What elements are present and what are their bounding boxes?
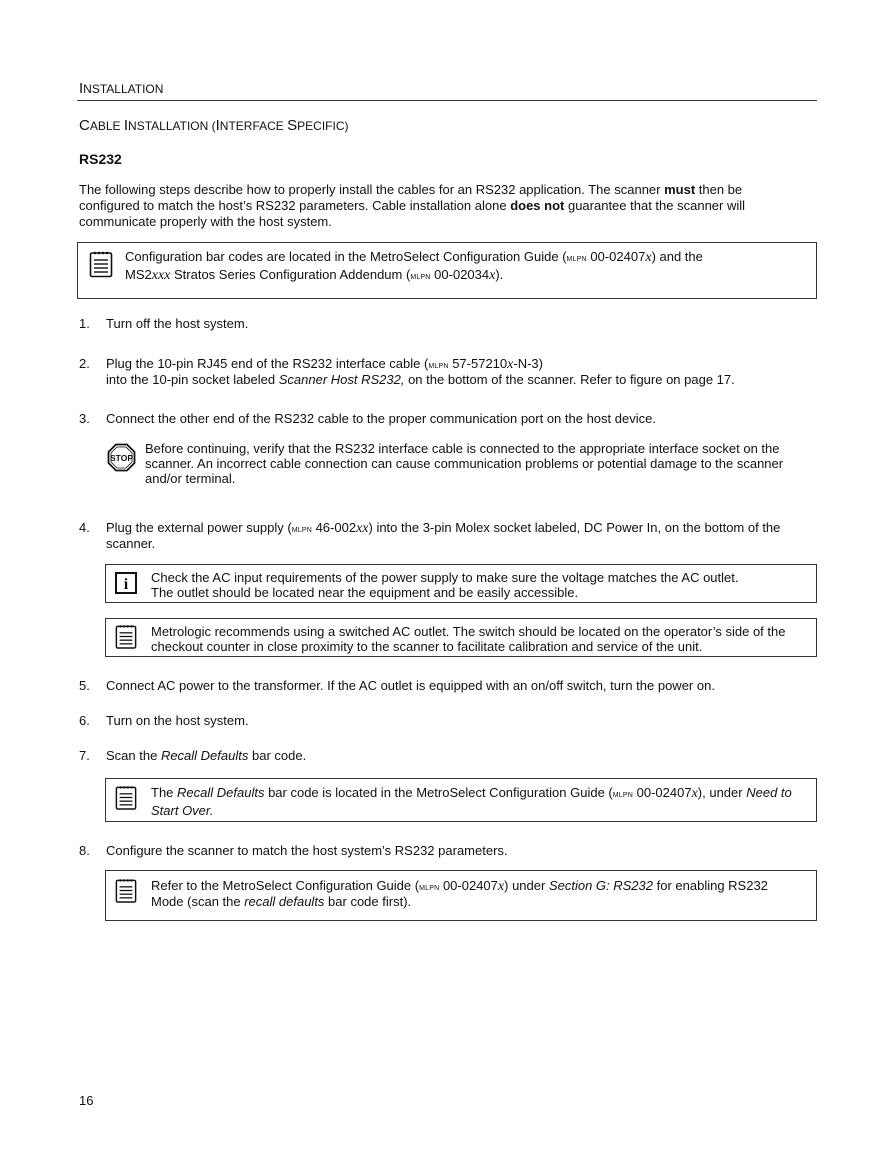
nf-x: x <box>497 879 505 894</box>
s7b: bar code. <box>248 748 307 763</box>
note-info-line-1: Check the AC input requirements of the power supply to make sure the voltage matches the AC outlet. <box>151 570 739 585</box>
notepad-icon <box>115 623 137 650</box>
nr-a: The <box>151 785 178 800</box>
stop-note-line-3: and/or terminal. <box>145 471 236 486</box>
note-info-box <box>105 564 817 603</box>
note-config-line-2 <box>125 267 503 285</box>
nr-mlpn: mlpn <box>612 789 634 800</box>
step-4-number: 4. <box>79 520 90 535</box>
s4-mlpn: mlpn <box>291 524 312 535</box>
s2-x: x <box>507 357 514 372</box>
sub-nterface: NTERFACE <box>219 119 288 133</box>
sub-pecific: PECIFIC) <box>297 119 349 133</box>
header-rest: NSTALLATION <box>83 82 164 96</box>
note-switch-line-2: checkout counter in close proximity to the scanner to facilitate calibration and service of the unit. <box>151 639 703 654</box>
nc1b: 00-02407 <box>586 249 646 264</box>
s2a: Plug the 10-pin RJ45 end of the RS232 interface cable ( <box>106 356 429 371</box>
info-icon <box>115 572 137 594</box>
nf-d: for enabling RS232 <box>653 878 768 893</box>
s2e: on the bottom of the scanner. Refer to figure on page 17. <box>404 372 735 387</box>
step-1-text: Turn off the host system. <box>106 316 249 331</box>
nc2-xxx: xxx <box>151 268 171 283</box>
step-8-number: 8. <box>79 843 90 858</box>
nc1-x: x <box>645 250 652 265</box>
step-8-text: Configure the scanner to match the host system’s RS232 parameters. <box>106 843 508 858</box>
nf-l2b: bar code first). <box>324 894 412 909</box>
s2c: -N-3) <box>513 356 543 371</box>
step-2-line-2 <box>106 372 735 388</box>
intro-must: must <box>664 182 696 197</box>
step-3-text: Connect the other end of the RS232 cable to the proper communication port on the host device. <box>106 411 656 426</box>
step-7-text <box>106 748 306 764</box>
s2d: into the 10-pin socket labeled <box>106 372 279 387</box>
nc1c: ) and the <box>651 249 703 264</box>
nr-x: x <box>691 786 698 801</box>
note-refer-box <box>105 870 817 921</box>
stop-note-line-2: scanner. An incorrect cable connection can cause communication problems or potential damage to the scanner <box>145 456 784 471</box>
step-3-number: 3. <box>79 411 90 426</box>
page-header <box>79 81 163 97</box>
stop-icon-label: STOP <box>110 453 133 463</box>
sub-i2: I <box>215 117 220 134</box>
nf-a: Refer to the MetroSelect Configuration Guide ( <box>151 878 420 893</box>
note-recall-line-2 <box>151 803 213 819</box>
note-info-line-2: The outlet should be located near the equipment and be easily accessible. <box>151 585 579 600</box>
note-config-box <box>77 242 817 299</box>
page-number: 16 <box>79 1093 94 1108</box>
nr-c: 00-02407 <box>633 785 692 800</box>
s2-mlpn: mlpn <box>428 360 449 371</box>
note-recall-line-1 <box>151 785 792 803</box>
header-rule <box>77 100 817 101</box>
note-switch-box <box>105 618 817 657</box>
s4b: 46-002 <box>311 520 357 535</box>
sub-able: ABLE <box>89 119 124 133</box>
s4c: ) into the 3-pin Molex socket labeled, DC Power In, on the bottom of the <box>368 520 781 535</box>
step-5-text: Connect AC power to the transformer. If the AC outlet is equipped with an on/off switch, turn the power on. <box>106 678 715 693</box>
s7a: Scan the <box>106 748 161 763</box>
nc2c: 00-02034 <box>430 267 490 282</box>
intro-does-not: does not <box>510 198 565 213</box>
subheader <box>79 118 349 134</box>
note-switch-line-1: Metrologic recommends using a switched AC outlet. The switch should be located on the operator’s side of the <box>151 624 786 639</box>
nc2a: MS2 <box>125 267 152 282</box>
step-1-number: 1. <box>79 316 90 331</box>
notepad-icon <box>115 784 137 811</box>
nf-c: ) under <box>504 878 549 893</box>
s2b: 57-57210 <box>448 356 508 371</box>
section-title: RS232 <box>79 151 122 167</box>
notepad-icon <box>89 250 113 278</box>
sub-nstallation: NSTALLATION ( <box>128 119 216 133</box>
stop-note-line-1: Before continuing, verify that the RS232 interface cable is connected to the appropriate interface socket on the <box>145 441 780 456</box>
s4a: Plug the external power supply ( <box>106 520 292 535</box>
info-icon-label: i <box>123 576 129 593</box>
sub-c: C <box>79 117 90 134</box>
sub-i: I <box>123 117 129 134</box>
nr-i1: Recall Defaults <box>177 785 265 800</box>
intro-text-3: guarantee that the scanner will communicate properly with the host system. <box>79 198 746 229</box>
step-6-number: 6. <box>79 713 90 728</box>
nf-b: 00-02407 <box>439 878 498 893</box>
intro-paragraph <box>79 182 769 230</box>
note-recall-box <box>105 778 817 822</box>
nr-l2: Start Over. <box>151 803 214 818</box>
nr-i2: Need to <box>746 785 792 800</box>
nr-d: ), under <box>697 785 747 800</box>
stop-icon <box>107 443 136 472</box>
nr-b: bar code is located in the MetroSelect Configuration Guide ( <box>264 785 613 800</box>
intro-text-1: The following steps describe how to properly install the cables for an RS232 application. The scanner <box>79 182 665 197</box>
nf-l2a: Mode (scan the <box>151 894 245 909</box>
step-2-number: 2. <box>79 356 90 371</box>
step-4-line-1 <box>106 520 780 538</box>
nf-mlpn: mlpn <box>419 882 440 893</box>
sub-s: S <box>287 117 298 134</box>
nc1a: Configuration bar codes are located in the MetroSelect Configuration Guide ( <box>125 249 567 264</box>
notepad-icon <box>115 877 137 904</box>
step-7-number: 7. <box>79 748 90 763</box>
nc2b: Stratos Series Configuration Addendum ( <box>170 267 411 282</box>
nc2-mlpn: mlpn <box>410 271 431 282</box>
nc2d: ). <box>495 267 504 282</box>
step-5-number: 5. <box>79 678 90 693</box>
header-initial: I <box>79 80 84 97</box>
note-config-line-1 <box>125 249 703 267</box>
nf-l2i: recall defaults <box>244 894 325 909</box>
s4-xx: xx <box>356 521 369 536</box>
intro-text-2: then be configured to match the host’s RS232 parameters. Cable installation alone <box>79 182 743 213</box>
step-6-text: Turn on the host system. <box>106 713 249 728</box>
s2-italic: Scanner Host RS232, <box>278 372 405 387</box>
step-4-line-2: scanner. <box>106 536 156 551</box>
note-refer-line-2 <box>151 894 411 910</box>
nf-i1: Section G: RS232 <box>548 878 653 893</box>
s7-italic: Recall Defaults <box>160 748 249 763</box>
nc1-mlpn: mlpn <box>566 253 587 264</box>
nc2-x: x <box>489 268 496 283</box>
